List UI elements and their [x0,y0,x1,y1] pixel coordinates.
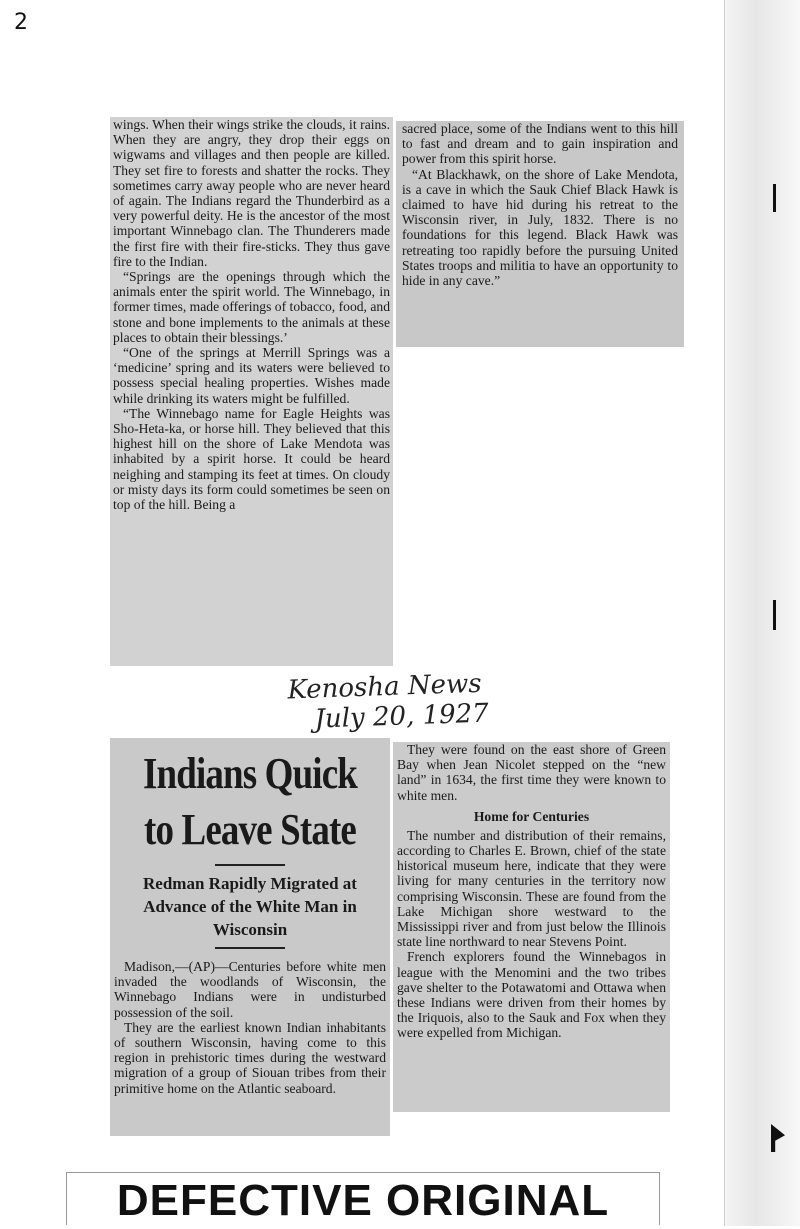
article-body-start [114,959,386,1096]
handwritten-date-line: July 20, 1927 [314,698,490,735]
clipping-column-b [396,121,684,347]
edge-mark-top [773,184,776,212]
article-paragraph: wings. When their wings strike the clouds, it rains. When they are angry, they drop their eggs on wigwams and villages and then people are killed. They set fire to forests and shatter the rocks. They sometimes carry away people who are never heard of again. The Indians regard the Thunderbird as a very powerful deity. He is the ancestor of the most important Winnebago clan. The Thunderers made the first fire with their fire-sticks. They thus gave fire to the Indian. [113,117,390,269]
article-paragraph: Madison,—(AP)—Centuries before white men invaded the woodlands of Wisconsin, the Winnebago Indians were in undisturbed possession of the soil. [114,959,386,1020]
handwritten-source-line: Kenosha News [287,668,483,706]
article-subhead: Home for Centuries [473,808,590,824]
headline-line-1: Indians Quick [142,749,358,798]
handwritten-source-note [287,669,489,736]
article-column-d [393,742,670,1112]
article-paragraph: They were found on the east shore of Green Bay when Jean Nicolet stepped on the “new land” in 1634, the first time they were known to white men. [397,742,666,803]
article-paragraph: “The Winnebago name for Eagle Heights was Sho-Heta-ka, or horse hill. They believed that this highest hill on the shore of Lake Mendota was inhabited by a spirit horse. It could be heard neighing and stamping its feet at times. On cloudy or misty days its form could sometimes be seen on top of the hill. Being a [113,405,390,513]
article-paragraph: sacred place, some of the Indians went to this hill to fast and dream and to gain inspiration and power from this spirit horse. [402,121,678,167]
headline-rule [215,864,285,866]
page-number: 2 [14,10,28,35]
article-body-continued [397,828,666,1041]
article-paragraph: “Springs are the openings through which the animals enter the spirit world. The Winnebago, in former times, made offerings of tobacco, food, and stone and bone implements to the animals at these places to obtain their blessings.’ [113,269,390,345]
article-column-c [110,738,390,1136]
defective-original-stamp: DEFECTIVE ORIGINAL [66,1172,660,1225]
article-paragraph: “One of the springs at Merrill Springs was a ‘medicine’ spring and its waters were believed to possess special healing properties. Wishes made while drinking its waters might be fulfilled. [113,345,390,406]
article-paragraph: They are the earliest known Indian inhabitants of southern Wisconsin, having come to this region in prehistoric times during the westward migration of a group of Siouan tribes from their primitive home on the Atlantic seaboard. [114,1019,386,1096]
article-paragraph: French explorers found the Winnebagos in league with the Menomini and the two tribes gave shelter to the Potawatomi and Ottawa when these Indians were driven from their homes by the Iriquois, also to the Sauk and Fox when they were expelled from Michigan. [397,949,666,1041]
clipping-column-a [110,117,393,666]
deck-rule [215,947,285,949]
page-edge [724,0,800,1226]
article-deck: Redman Rapidly Migrated at Advance of the White Man in Wisconsin [143,874,357,939]
edge-mark-middle [773,600,776,630]
article-paragraph: The number and distribution of their remains, according to Charles E. Brown, chief of the state historical museum here, indicate that they were living for many centuries in the territory now comprising Wisconsin. These are found from the Lake Michigan shore westward to the Mississippi river and from just below the Illinois state line northward to near Stevens Point. [397,827,666,950]
article-paragraph: “At Blackhawk, on the shore of Lake Mendota, is a cave in which the Sauk Chief Black Hawk is claimed to have hid during his retreat to the Wisconsin river, in July, 1832. There is no foundations for this legend. Black Hawk was retreating too rapidly before the pursuing United States troops and militia to have an opportunity to hide in any cave.” [402,166,678,289]
headline-line-2: to Leave State [144,805,356,854]
